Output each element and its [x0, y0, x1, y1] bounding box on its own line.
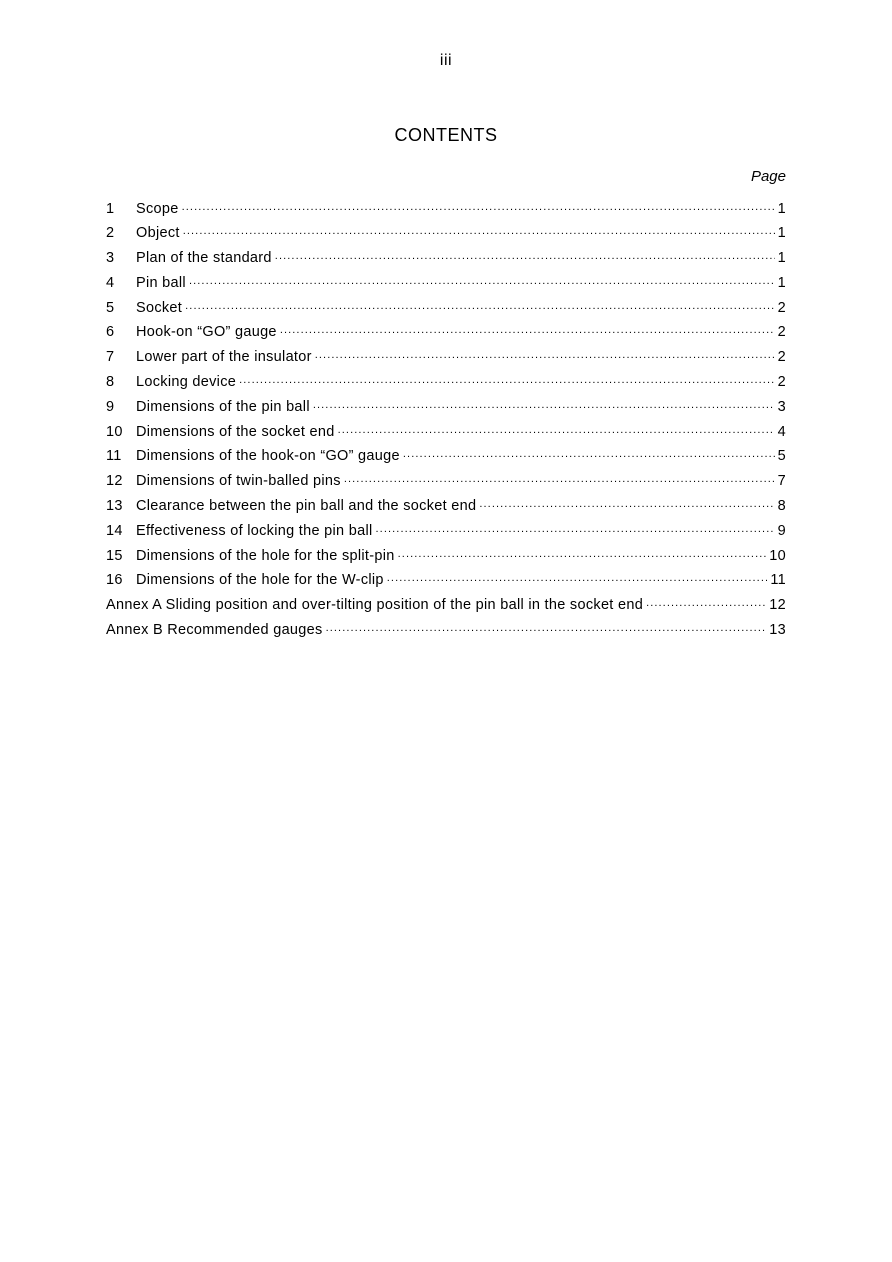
toc-annex-page: 12: [769, 597, 786, 614]
dot-leader: [338, 421, 775, 436]
page-column-label: Page: [750, 168, 786, 185]
toc-entry-page: 2: [777, 324, 786, 341]
toc-entry-page: 4: [777, 423, 786, 440]
toc-entry-page: 8: [777, 498, 786, 515]
toc-entry[interactable]: [106, 545, 786, 570]
toc-entry-title: Dimensions of the socket end: [136, 423, 335, 440]
toc-entry-number: 12: [106, 473, 123, 490]
toc-entry-number: 10: [106, 423, 123, 440]
dot-leader: [315, 347, 775, 362]
toc-entry[interactable]: [106, 372, 786, 397]
toc-entry-number: 13: [106, 498, 123, 515]
toc-annex-title: Annex A Sliding position and over-tilting position of the pin ball in the socket end: [106, 597, 644, 614]
toc-entry-number: 16: [106, 572, 123, 589]
dot-leader: [479, 496, 774, 511]
toc-entry-number: 8: [106, 374, 115, 391]
toc-entry-title: Effectiveness of locking the pin ball: [136, 522, 373, 539]
toc-entry-number: 4: [106, 274, 115, 291]
toc-entry-number: 1: [106, 200, 115, 217]
toc-entry-title: Pin ball: [136, 274, 186, 291]
toc-entry[interactable]: [106, 421, 786, 446]
toc-annex-title: Annex B Recommended gauges: [106, 622, 323, 639]
dot-leader: [376, 520, 775, 535]
table-of-contents: [106, 198, 786, 644]
toc-entry-title: Object: [136, 225, 180, 242]
toc-annex-page: 13: [769, 622, 786, 639]
toc-entry[interactable]: [106, 396, 786, 421]
dot-leader: [403, 446, 775, 461]
toc-entry-page: 1: [777, 200, 786, 217]
toc-entry-number: 3: [106, 250, 115, 267]
dot-leader: [313, 396, 775, 411]
toc-entry-title: Dimensions of the hook-on “GO” gauge: [136, 448, 400, 465]
dot-leader: [344, 471, 775, 486]
dot-leader: [646, 595, 766, 610]
toc-entry-page: 7: [777, 473, 786, 490]
toc-entry-page: 1: [777, 250, 786, 267]
toc-entry-page: 10: [769, 547, 786, 564]
toc-annex-entry[interactable]: [106, 620, 786, 645]
toc-entry[interactable]: [106, 471, 786, 496]
page-number: iii: [439, 52, 453, 69]
toc-entry[interactable]: [106, 570, 786, 595]
toc-entry-page: 3: [777, 398, 786, 415]
toc-entry-page: 1: [777, 274, 786, 291]
toc-entry-number: 5: [106, 299, 115, 316]
toc-entry[interactable]: [106, 248, 786, 273]
page-title: CONTENTS: [394, 125, 498, 145]
toc-entry-page: 2: [777, 374, 786, 391]
toc-entry-number: 7: [106, 349, 115, 366]
dot-leader: [326, 620, 767, 635]
toc-entry-title: Dimensions of the hole for the W-clip: [136, 572, 384, 589]
dot-leader: [239, 372, 775, 387]
toc-entry-title: Clearance between the pin ball and the socket end: [136, 498, 477, 515]
dot-leader: [183, 223, 775, 238]
toc-annex-entry[interactable]: [106, 595, 786, 620]
toc-entry-number: 11: [106, 448, 122, 465]
toc-entry[interactable]: [106, 520, 786, 545]
toc-entry[interactable]: [106, 198, 786, 223]
toc-entry-page: 11: [770, 572, 786, 589]
dot-leader: [398, 545, 767, 560]
toc-entry-title: Dimensions of the pin ball: [136, 398, 310, 415]
dot-leader: [275, 248, 775, 263]
toc-entry-number: 2: [106, 225, 115, 242]
toc-entry-number: 9: [106, 398, 115, 415]
toc-entry-number: 6: [106, 324, 115, 341]
dot-leader: [280, 322, 775, 337]
toc-entry-title: Hook-on “GO” gauge: [136, 324, 277, 341]
toc-entry-title: Scope: [136, 200, 179, 217]
dot-leader: [189, 272, 775, 287]
toc-entry[interactable]: [106, 446, 786, 471]
dot-leader: [185, 297, 774, 312]
toc-entry-title: Socket: [136, 299, 183, 316]
toc-entry-title: Dimensions of twin-balled pins: [136, 473, 341, 490]
toc-entry-title: Plan of the standard: [136, 250, 272, 267]
toc-entry-page: 2: [777, 349, 786, 366]
toc-entry[interactable]: [106, 297, 786, 322]
toc-entry-page: 1: [777, 225, 786, 242]
dot-leader: [387, 570, 768, 585]
toc-entry-title: Dimensions of the hole for the split-pin: [136, 547, 395, 564]
toc-entry-title: Lower part of the insulator: [136, 349, 312, 366]
toc-entry[interactable]: [106, 496, 786, 521]
toc-entry-number: 14: [106, 522, 123, 539]
toc-entry-page: 2: [777, 299, 786, 316]
toc-entry-title: Locking device: [136, 374, 237, 391]
toc-entry-page: 5: [777, 448, 786, 465]
toc-entry[interactable]: [106, 223, 786, 248]
toc-entry[interactable]: [106, 322, 786, 347]
toc-entry-number: 15: [106, 547, 123, 564]
toc-entry[interactable]: [106, 347, 786, 372]
dot-leader: [182, 198, 775, 213]
toc-entry-page: 9: [777, 522, 786, 539]
toc-entry[interactable]: [106, 272, 786, 297]
